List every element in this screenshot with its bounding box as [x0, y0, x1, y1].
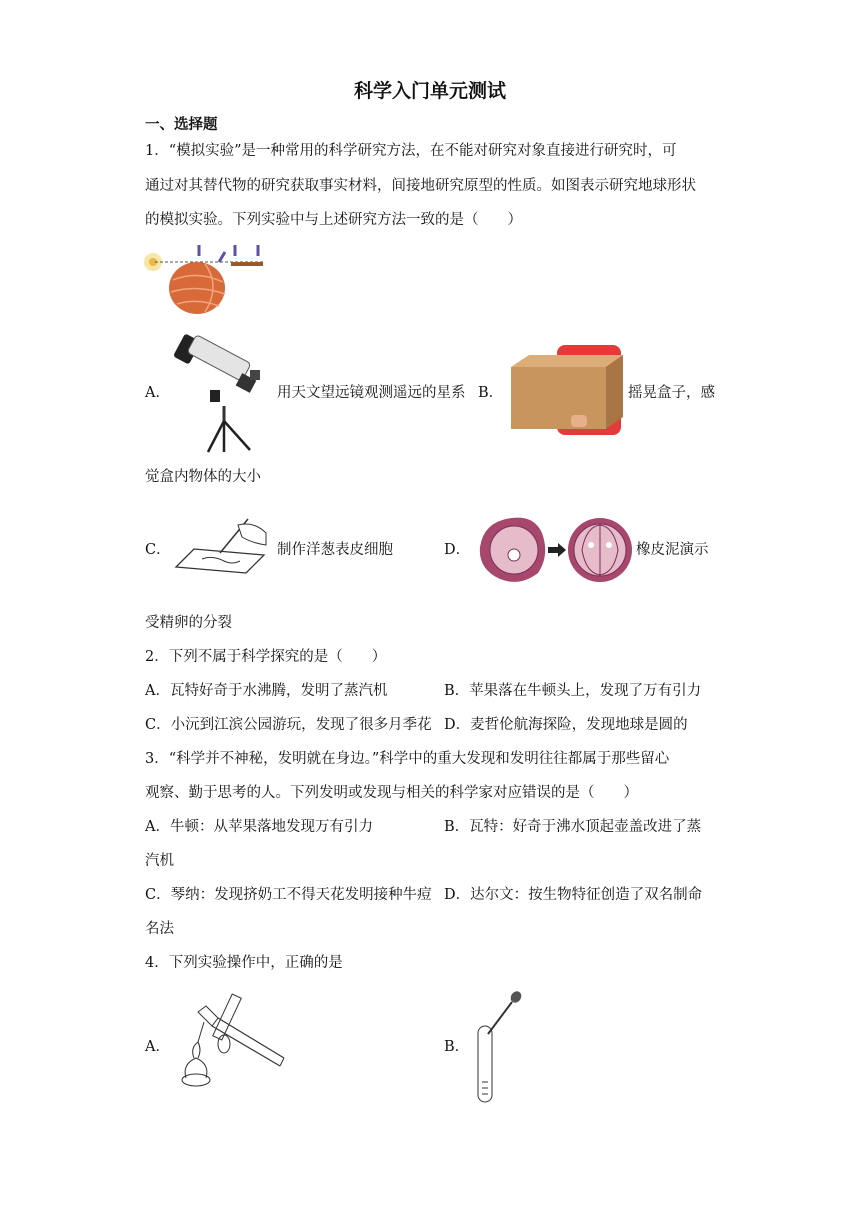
q2-option-c: C．小沅到江滨公园游玩，发现了很多月季花 — [145, 717, 432, 733]
q1-stem-line-2: 通过对其替代物的研究获取事实材料，间接地研究原型的性质。如图表示研究地球形状 — [145, 178, 696, 194]
q3-option-b-continued: 汽机 — [145, 853, 174, 869]
q2-stem: 2．下列不属于科学探究的是（ ） — [145, 649, 387, 665]
q3-option-a: A．牛顿：从苹果落地发现万有引力 — [145, 819, 373, 835]
shaking-box-image — [511, 345, 626, 437]
q2-option-d: D．麦哲伦航海探险，发现地球是圆的 — [444, 717, 688, 733]
q1-option-d-text: 橡皮泥演示 — [636, 542, 709, 558]
heating-test-tube-drawing — [176, 992, 286, 1090]
q4-option-b-label: B． — [444, 1039, 470, 1055]
telescope-image — [172, 326, 272, 454]
q1-option-c-label: C． — [145, 542, 171, 558]
q1-option-b-continued: 觉盒内物体的大小 — [145, 469, 261, 485]
q1-option-d-label: D． — [444, 542, 471, 558]
q2-option-b: B．苹果落在牛顿头上，发现了万有引力 — [444, 683, 702, 699]
q4-option-a-label: A． — [145, 1039, 170, 1055]
cell-division-image — [476, 515, 636, 585]
q1-option-b-label: B． — [478, 385, 504, 401]
q3-option-d-continued: 名法 — [145, 921, 174, 937]
q1-option-a-text: 用天文望远镜观测遥远的星系 — [277, 385, 466, 401]
onion-slide-drawing — [172, 515, 272, 577]
q3-option-b: B．瓦特：好奇于沸水顶起壶盖改进了蒸 — [444, 819, 702, 835]
q1-stem-line-3: 的模拟实验。下列实验中与上述研究方法一致的是（ ） — [145, 212, 522, 228]
section-heading: 一、选择题 — [145, 116, 218, 133]
q3-stem-line-1: 3．“科学并不神秘，发明就在身边。”科学中的重大发现和发明往往都属于那些留心 — [145, 751, 670, 767]
q1-option-d-continued: 受精卵的分裂 — [145, 615, 232, 631]
q3-option-d: D．达尔文：按生物特征创造了双名制命 — [444, 887, 703, 903]
q2-option-a: A．瓦特好奇于水沸腾，发明了蒸汽机 — [145, 683, 388, 699]
q3-option-c: C．琴纳：发现挤奶工不得天花发明接种牛痘 — [145, 887, 432, 903]
dropper-test-tube-drawing — [470, 990, 530, 1106]
q1-option-b-text: 摇晃盒子，感 — [628, 385, 715, 401]
q3-stem-line-2: 观察、勤于思考的人。下列发明或发现与相关的科学家对应错误的是（ ） — [145, 785, 638, 801]
q1-stem-line-1: 1．“模拟实验”是一种常用的科学研究方法，在不能对研究对象直接进行研究时，可 — [145, 143, 677, 159]
page-title: 科学入门单元测试 — [353, 80, 506, 102]
q4-stem: 4．下列实验操作中，正确的是 — [145, 955, 343, 971]
q1-option-a-label: A． — [145, 385, 170, 401]
earth-shape-simulation-figure — [143, 240, 268, 315]
q1-option-c-text: 制作洋葱表皮细胞 — [277, 542, 393, 558]
